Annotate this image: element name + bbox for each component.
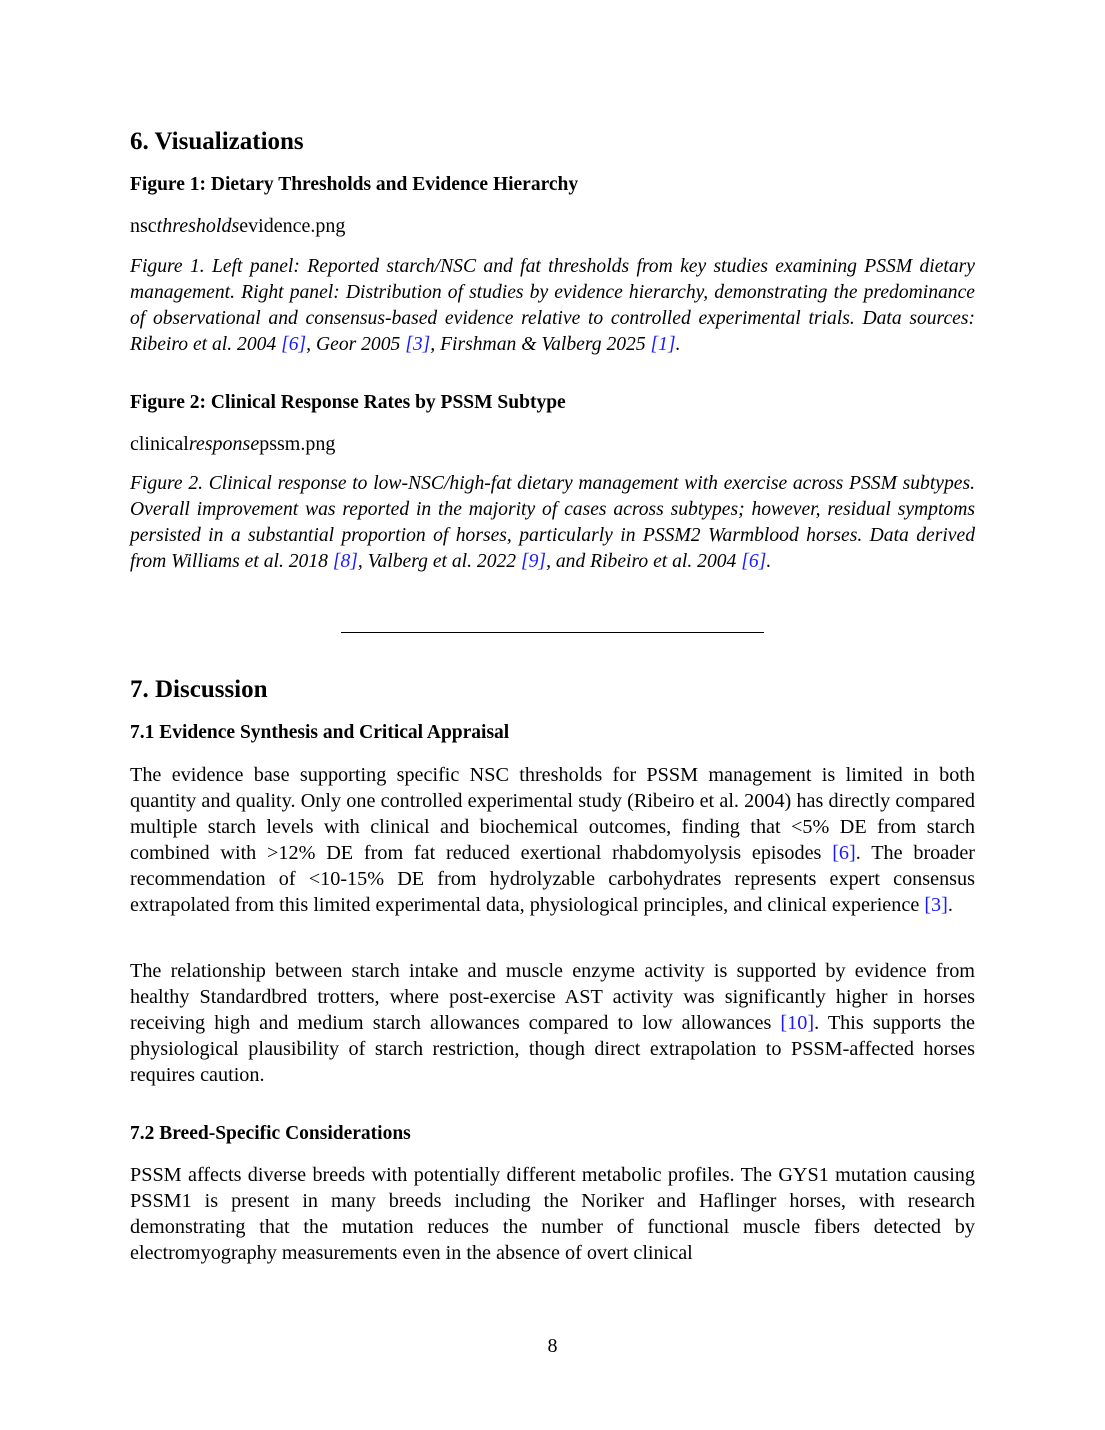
section-6-heading: 6. Visualizations (130, 128, 304, 155)
caption-text: Figure 2. Clinical response to low-NSC/high-fat dietary management with exercise across PSSM subtypes. Overall improvement was reported in the majority of cases across subtypes; however, residual symptoms persisted in a substantial proportion of horses, particularly in PSSM2 Warmblood horses. Data derived from Williams et al. 2018 (130, 473, 975, 572)
paragraph-text: The evidence base supporting specific NSC thresholds for PSSM management is limited in both quantity and quality. Only one controlled experimental study (Ribeiro et al. 2004) has directly compared multiple starch levels with clinical and biochemical outcomes, finding that <5% DE from starch combined with >12% DE from fat reduced exertional rhabdomyolysis episodes (130, 764, 975, 865)
paragraph-text: . The broader recommendation of <10-15% DE from hydrolyzable carbohydrates represents expert consensus extrapolated from this limited experimental data, physiological principles, and clinical experience (130, 842, 976, 917)
paragraph-text: The relationship between starch intake and muscle enzyme activity is supported by evidence from healthy Standardbred trotters, where post-exercise AST activity was significantly higher in horses receiving high and medium starch allowances compared to low allowances (130, 960, 975, 1035)
page-number: 8 (547, 1335, 558, 1357)
caption-text: , Geor 2005 (306, 334, 406, 355)
caption-text: , Valberg et al. 2022 (357, 551, 521, 572)
paragraph-text: . This supports the physiological plausibility of starch restriction, though direct extrapolation to PSSM-affected horses requires caution. (130, 1012, 976, 1087)
section-divider (341, 632, 764, 633)
caption-text: . (675, 334, 681, 355)
citation-link[interactable]: [9] (521, 551, 547, 572)
section-7-heading: 7. Discussion (130, 676, 268, 703)
figure-1-filename-suffix: evidence.png (239, 215, 346, 237)
paragraph-evidence-base (130, 762, 975, 919)
paragraph-starch-enzyme (130, 958, 975, 1088)
figure-2-filename-prefix: clinical (130, 433, 189, 455)
citation-link[interactable]: [6] (281, 334, 307, 355)
paragraph-breed-specific (130, 1162, 975, 1266)
paragraph-text: . (947, 894, 953, 917)
figure-2-heading: Figure 2: Clinical Response Rates by PSSM Subtype (130, 392, 566, 413)
citation-link[interactable]: [6] (741, 551, 767, 572)
caption-text: Figure 1. Left panel: Reported starch/NSC and fat thresholds from key studies examining PSSM dietary management. Right panel: Distribution of studies by evidence hierarchy, demonstrating the predominance of observational and consensus-based evidence relative to controlled experimental trials. Data sources: Ribeiro et al. 2004 (130, 256, 975, 355)
citation-link[interactable]: [1] (650, 334, 676, 355)
caption-text: , Firshman & Valberg 2025 (430, 334, 651, 355)
citation-link[interactable]: [6] (832, 842, 856, 865)
figure-1-caption (130, 254, 975, 358)
figure-1-filename-prefix: nsc (130, 215, 157, 237)
citation-link[interactable]: [3] (924, 894, 948, 917)
figure-1-filename (130, 214, 345, 238)
citation-link[interactable]: [3] (405, 334, 431, 355)
figure-2-filename-italic: response (188, 433, 260, 455)
figure-1-filename-italic: thresholds (156, 215, 240, 237)
figure-1-heading: Figure 1: Dietary Thresholds and Evidence Hierarchy (130, 174, 579, 195)
figure-2-caption (130, 471, 975, 575)
paragraph-text: PSSM affects diverse breeds with potentially different metabolic profiles. The GYS1 mutation causing PSSM1 is present in many breeds including the Noriker and Haflinger horses, with research demonstrating that the mutation reduces the number of functional muscle fibers detected by electromyography measurements even in the absence of overt clinical (130, 1164, 975, 1265)
caption-text: . (766, 551, 772, 572)
caption-text: , and Ribeiro et al. 2004 (546, 551, 742, 572)
figure-2-filename-suffix: pssm.png (259, 433, 336, 455)
citation-link[interactable]: [8] (332, 551, 358, 572)
subsection-7-1-heading: 7.1 Evidence Synthesis and Critical Appraisal (130, 722, 510, 743)
citation-link[interactable]: [10] (780, 1012, 815, 1035)
figure-2-filename (130, 432, 335, 456)
subsection-7-2-heading: 7.2 Breed-Specific Considerations (130, 1123, 411, 1144)
